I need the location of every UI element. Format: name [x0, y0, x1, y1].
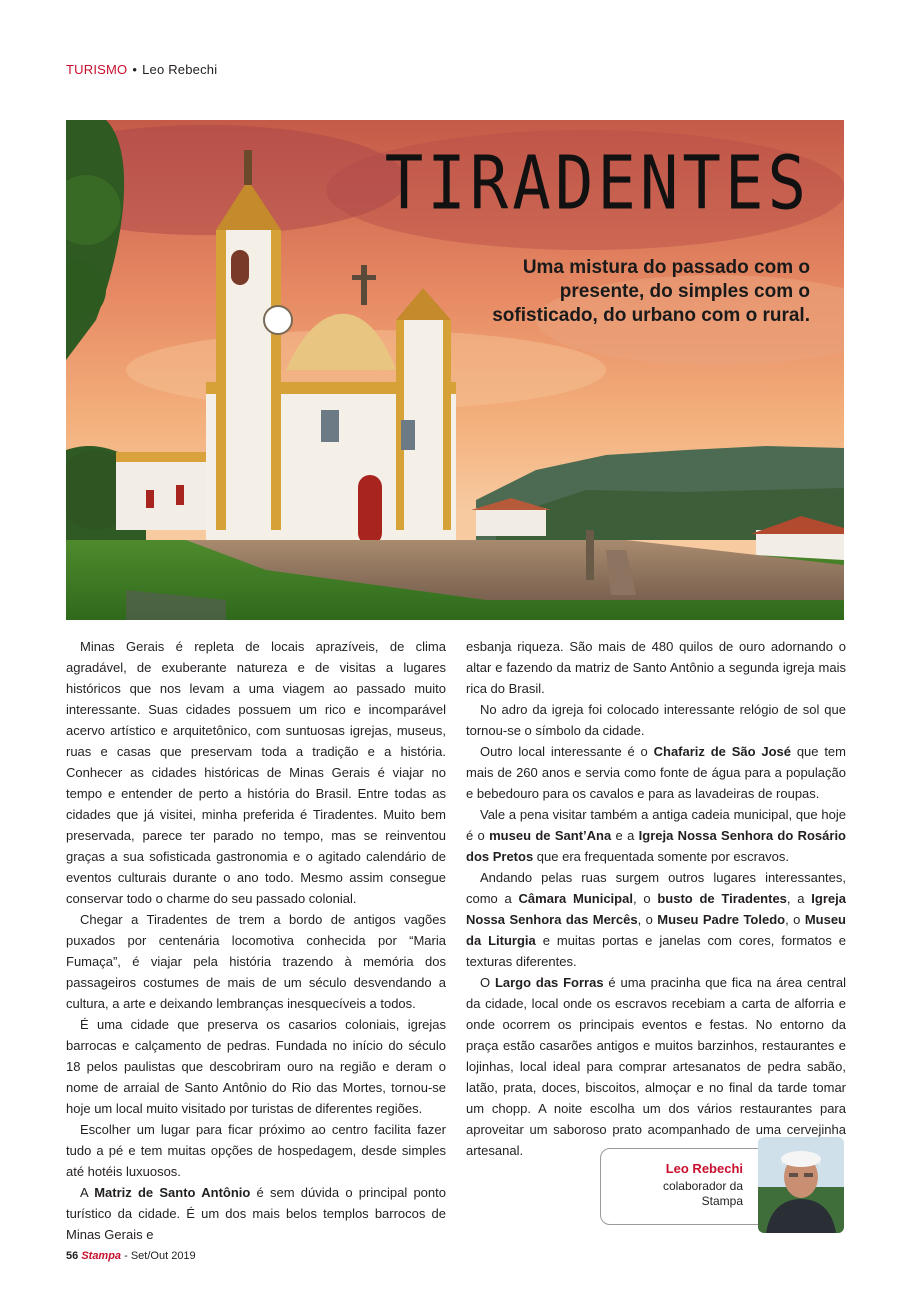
edition: - Set/Out 2019: [124, 1250, 196, 1262]
paragraph: No adro da igreja foi colocado interessante relógio de sol que tornou-se o símbolo da cidade.: [466, 702, 846, 738]
paragraph: esbanja riqueza. São mais de 480 quilos de ouro adornando o altar e fazendo da matriz de Santo Antônio a segunda igreja mais rica do Brasil.: [466, 639, 846, 696]
highlight-term: Museu Padre Toledo: [657, 912, 786, 927]
paragraph: Escolher um lugar para ficar próximo ao centro facilita fazer tudo a pé e tem muitas opções de hospedagem, desde simples até hotéis luxuosos.: [66, 1122, 446, 1179]
header-author: Leo Rebechi: [142, 62, 218, 77]
highlight-term: Igreja Nossa Senhora do Rosário dos Pretos: [466, 828, 846, 864]
author-role: colaborador da Stampa: [662, 1179, 743, 1208]
section-header: [66, 62, 217, 77]
page-number: 56: [66, 1250, 79, 1262]
highlight-term: busto de Tiradentes: [657, 891, 787, 906]
article-subtitle: Uma mistura do passado com o presente, do simples com o sofisticado, do urbano com o rural.: [492, 257, 810, 326]
highlight-term: Largo das Forras: [494, 975, 604, 990]
article-column-left: [66, 636, 446, 1245]
author-name: Leo Rebechi: [665, 1161, 743, 1176]
paragraph: Minas Gerais é repleta de locais aprazíveis, de clima agradável, de exuberante natureza e de visitas a lugares históricos que nos levam a uma viagem ao passado muito interessante. Suas cidades possuem um rico e incomparável acervo artístico e arquitetônico, com suntuosas igrejas, museus, ruas e casas que preservam toda a tradição e a história. Conhecer as cidades históricas de Minas Gerais é viajar no tempo e entender de perto a história do Brasil. Entre todas as cidades que já visitei, minha preferida é Tiradentes. Muito bem preservada, parece ter parado no tempo, mas se reinventou graças a sua sofisticada gastronomia e o agitado calendário de eventos culturais durante o ano todo. Mesmo assim consegue conservar todo o charme do seu passado colonial.: [66, 639, 446, 906]
paragraph: É uma cidade que preserva os casarios coloniais, igrejas barrocas e calçamento de pedras. Fundada no início do século 18 pelos paulistas que descobriram ouro na região e deram o nome de arraial de Santo Antônio do Rio das Mortes, tornou-se hoje um local muito visitado por turistas de diferentes regiões.: [66, 1017, 446, 1116]
highlight-term: Museu da Liturgia: [466, 912, 846, 948]
highlight-term: museu de Sant’Ana: [489, 828, 612, 843]
author-photo: [758, 1137, 844, 1233]
author-portrait-icon: [758, 1137, 844, 1233]
paragraph: Andando pelas ruas surgem outros lugares interessantes, como a Câmara Municipal, o busto de Tiradentes, a Igreja Nossa Senhora das Mercês, o Museu Padre Toledo, o Museu da Liturgia e muitas portas e janelas com cores, formatos e texturas diferentes.: [466, 870, 846, 969]
highlight-term: Igreja Nossa Senhora das Mercês: [466, 891, 846, 927]
paragraph: Vale a pena visitar também a antiga cadeia municipal, que hoje é o museu de Sant’Ana e a Igreja Nossa Senhora do Rosário dos Pretos que era frequentada somente por escravos.: [466, 807, 846, 864]
paragraph: A Matriz de Santo Antônio é sem dúvida o principal ponto turístico da cidade. É um dos mais belos templos barrocos de Minas Gerais e: [66, 1185, 446, 1242]
highlight-term: Chafariz de São José: [653, 744, 791, 759]
paragraph: Chegar a Tiradentes de trem a bordo de antigos vagões puxados por centenária locomotiva conhecida por “Maria Fumaça”, é viajar pela história trazendo à memória dos passageiros costumes de mais de um século desvendando a cultura, a arte e deixando lembranças inesquecíveis a todos.: [66, 912, 446, 1011]
article-column-right: [466, 636, 846, 1161]
article-title: TIRADENTES: [384, 142, 810, 228]
section-label: TURISMO: [66, 62, 128, 77]
page-footer: [66, 1250, 196, 1262]
highlight-term: Matriz de Santo Antônio: [94, 1185, 251, 1200]
magazine-name: Stampa: [81, 1250, 122, 1262]
paragraph: Outro local interessante é o Chafariz de São José que tem mais de 260 anos e servia como fonte de água para a população e bebedouro para os cavalos e para as lavadeiras de roupas.: [466, 744, 846, 801]
hero-image: [66, 120, 844, 620]
highlight-term: Câmara Municipal: [518, 891, 633, 906]
paragraph: O Largo das Forras é uma pracinha que fica na área central da cidade, local onde os escravos recebiam a carta de alforria e onde ocorrem os principais eventos e festas. No entorno da praça estão casarões antigos e muitos barzinhos, restaurantes e lojinhas, local ideal para comprar artesanatos de pedra sabão, latão, prata, doces, biscoitos, almoçar e no final da tarde tomar um chopp. A noite escolha um dos vários restaurantes para aproveitar um saboroso prato acompanhado de uma cervejinha artesanal.: [466, 975, 847, 1158]
header-separator: •: [132, 62, 138, 77]
